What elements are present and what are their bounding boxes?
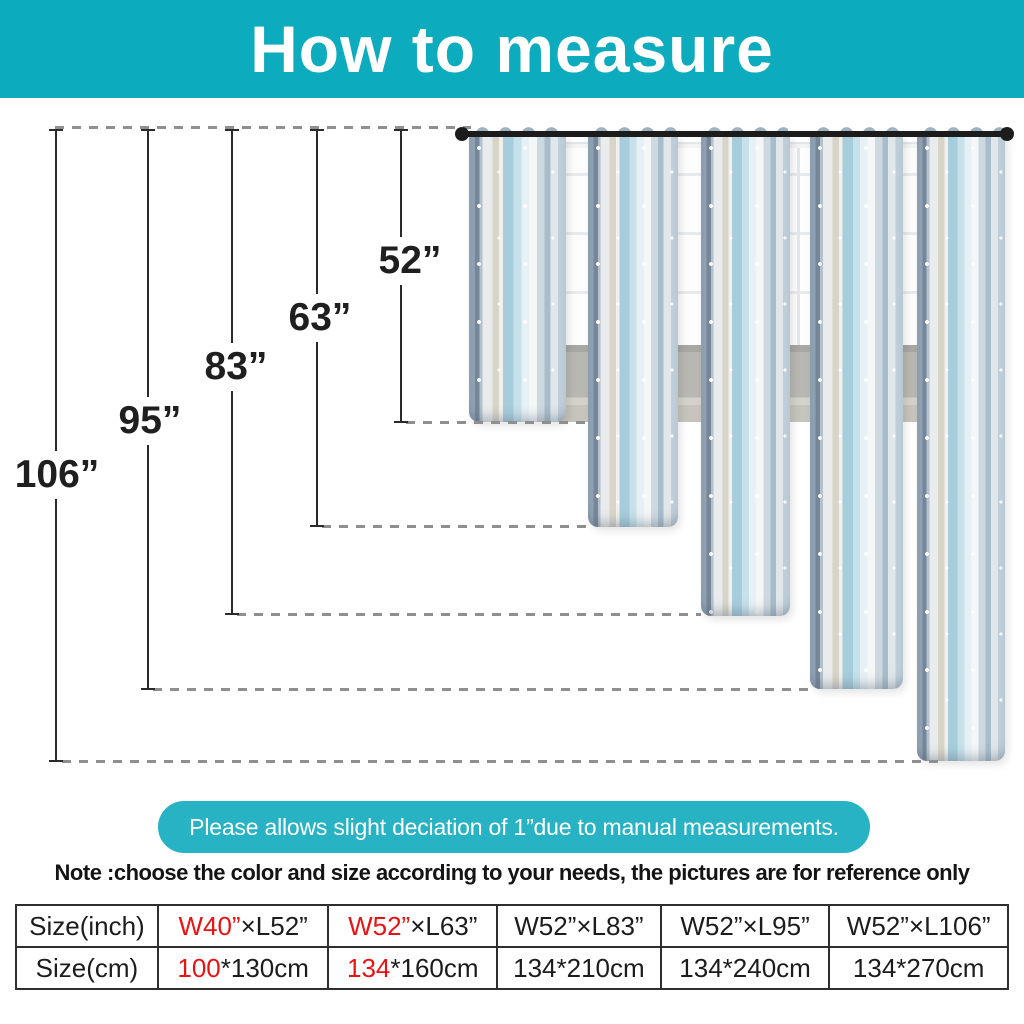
measure-label-106: 106” (9, 451, 106, 499)
cell-inch-1: W40”×L52” (158, 905, 329, 947)
dashed-line-83 (237, 613, 701, 616)
cell-inch-5: W52”×L106” (829, 905, 1008, 947)
curtain-rod (462, 131, 1013, 137)
curtain-panel-106 (917, 134, 1005, 761)
cell-cm-5: 134*270cm (829, 947, 1008, 989)
curtain-panel-63 (588, 134, 678, 527)
curtain-panel-83 (701, 134, 790, 616)
page-title: How to measure (250, 12, 774, 86)
cell-cm-4: 134*240cm (661, 947, 830, 989)
cell-inch-3: W52”×L83” (497, 905, 661, 947)
header-banner (0, 0, 1024, 98)
cell-cm-3: 134*210cm (497, 947, 661, 989)
tolerance-pill (158, 801, 870, 853)
dashed-line-52 (406, 421, 586, 424)
measure-label-83: 83” (199, 343, 274, 391)
table-row-cm (16, 947, 1008, 989)
dashed-line-106 (62, 760, 938, 763)
row-header-cm: Size(cm) (16, 947, 158, 989)
measure-label-95: 95” (113, 397, 188, 445)
curtain-panel-52 (469, 134, 566, 422)
rod-finial-left (455, 127, 469, 141)
dashed-line-95 (153, 688, 813, 691)
rod-level-dashed-line (55, 126, 471, 129)
measure-label-52: 52” (373, 237, 448, 285)
row-header-inch: Size(inch) (16, 905, 158, 947)
tolerance-text: Please allows slight deciation of 1”due to manual measurements. (189, 813, 839, 840)
dashed-line-63 (322, 525, 586, 528)
table-row-inch (16, 905, 1008, 947)
cell-inch-2: W52”×L63” (328, 905, 497, 947)
cell-cm-1: 100*130cm (158, 947, 329, 989)
curtain-panel-95 (810, 134, 903, 689)
cell-inch-4: W52”×L95” (661, 905, 830, 947)
note-text: Note :choose the color and size according to your needs, the pictures are for reference only (54, 860, 970, 885)
measure-label-63: 63” (283, 294, 358, 342)
measure-line-106 (55, 129, 57, 762)
rod-finial-right (1000, 127, 1014, 141)
size-table (15, 904, 1009, 990)
cell-cm-2: 134*160cm (328, 947, 497, 989)
